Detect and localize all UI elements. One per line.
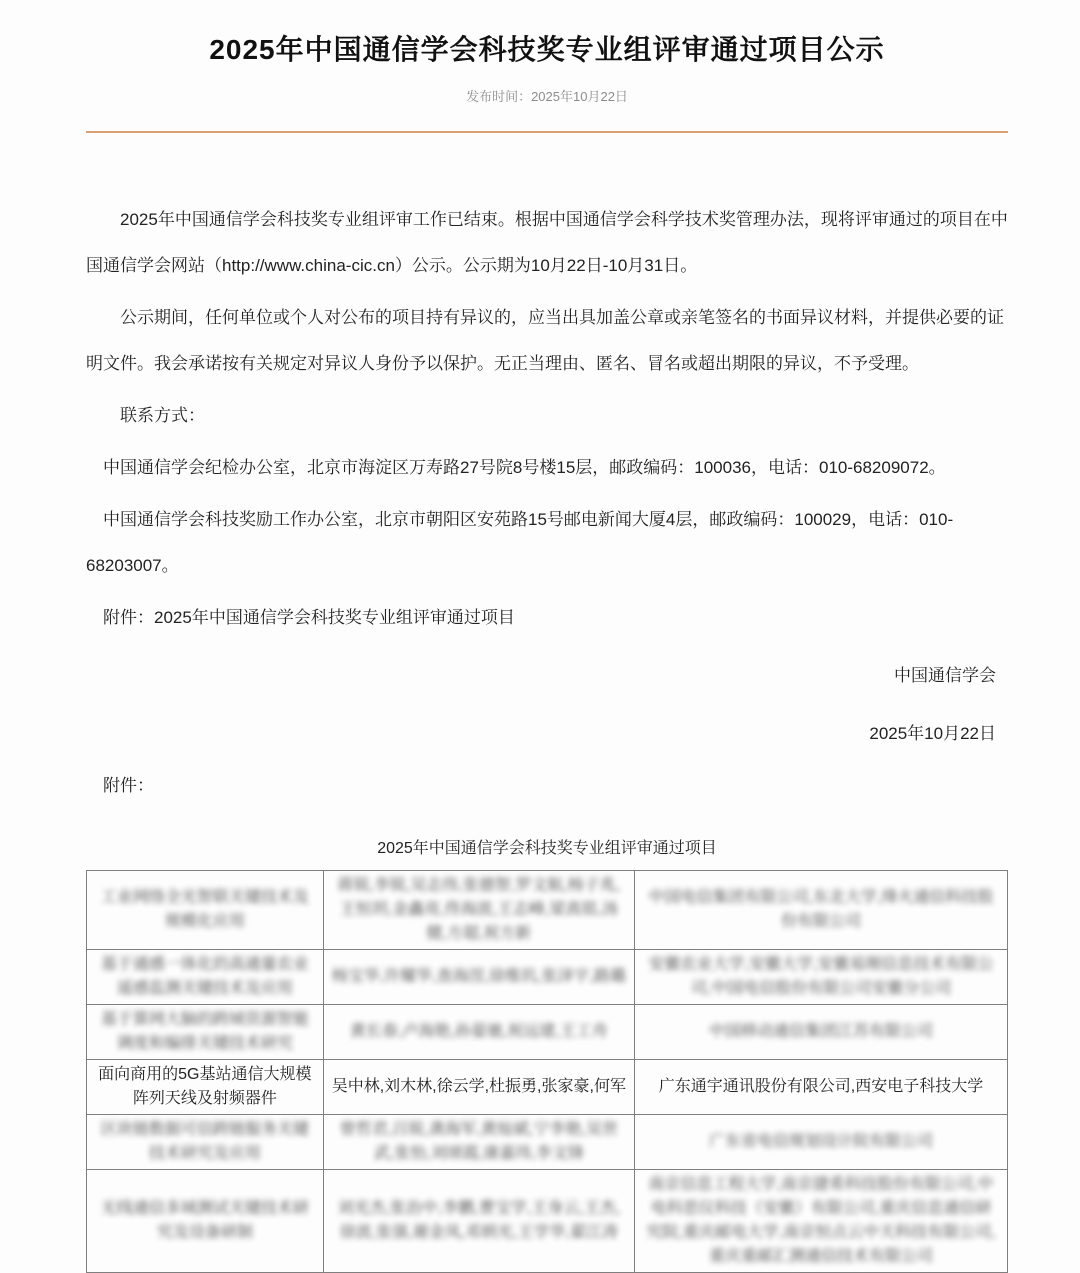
people-cell: [323, 870, 634, 949]
orgs-cell-text: 中国电信集团有限公司,东北大学,烽火通信科技股份有限公司: [648, 888, 994, 930]
orgs-cell: [634, 1169, 1007, 1272]
table-row: [87, 949, 1008, 1004]
project-cell-text: 基于通感一体化的高通量农业遥感监测关键技术及应用: [100, 955, 309, 997]
contact-line-2: 中国通信学会科技奖励工作办公室，北京市朝阳区安苑路15号邮电新闻大厦4层，邮政编码：100029，电话：010-68203007。: [86, 509, 954, 575]
announcement-page: [0, 19, 1080, 1265]
table-row: [87, 870, 1008, 949]
project-cell-text: 基于算网大脑的跨域资源智能调度和编排关键技术研究: [100, 1010, 309, 1052]
project-cell-text: 区块链数据可信跨链服务关键技术研究及应用: [100, 1120, 309, 1162]
orgs-cell-text: 广东通宇通讯股份有限公司,西安电子科技大学: [658, 1077, 984, 1095]
table-row: [87, 1114, 1008, 1169]
orgs-cell: [634, 1059, 1007, 1114]
page-title: 2025年中国通信学会科技奖专业组评审通过项目公示: [209, 33, 885, 65]
project-cell: [87, 1169, 324, 1272]
orgs-cell-text: 安徽农业大学,安徽大学,安徽易刚信息技术有限公司,中国电信股份有限公司安徽分公司: [648, 955, 994, 997]
project-cell: [87, 1004, 324, 1059]
people-cell: [323, 1004, 634, 1059]
people-cell: [323, 1059, 634, 1114]
attachment-label: 附件：: [103, 775, 154, 795]
orgs-cell: [634, 1114, 1007, 1169]
projects-table-body: [87, 870, 1008, 1272]
project-cell: [87, 1059, 324, 1114]
people-cell-text: 刘光杰,张治中,李鹏,曹宝学,王身云,王杰,徐波,张强,谢金凤,邓炳光,王学华,翟江涛: [337, 1199, 621, 1241]
table-row: [87, 1059, 1008, 1114]
table-caption: 2025年中国通信学会科技奖专业组评审通过项目: [377, 839, 717, 857]
contact-heading: 联系方式：: [120, 405, 205, 425]
people-cell-text: 曾哲君,吕锐,龚海军,黄灿斌,宁李艳,吴世武,张怡,刘颂霞,康嘉玮,李文锋: [339, 1120, 618, 1162]
people-cell: [323, 1169, 634, 1272]
project-cell-text: 工业网络全光智联关键技术及规模化应用: [100, 888, 309, 930]
projects-table: [86, 870, 1008, 1273]
publish-date: 发布时间：2025年10月22日: [466, 88, 628, 104]
contact-line-1: 中国通信学会纪检办公室，北京市海淀区万寿路27号院8号楼15层，邮政编码：100036，电话：010-68209072。: [103, 457, 946, 477]
project-cell: [87, 1114, 324, 1169]
project-cell: [87, 870, 324, 949]
people-cell: [323, 949, 634, 1004]
people-cell: [323, 1114, 634, 1169]
people-cell-text: 杨宝华,许耀华,查海涅,徐维玑,张泽宇,路璐: [331, 967, 626, 985]
project-cell-text: 无线通信多域测试关键技术研究及设备研制: [100, 1199, 309, 1241]
signature-date: 2025年10月22日: [869, 723, 996, 743]
people-cell-text: 蒋锐,李锐,吴志伟,张德智,罗文航,杨子兆,王恒玥,金鑫亮,佟海波,王志峰,梁真铭,汤健,方超,祝方新: [337, 876, 621, 942]
project-cell-text: 面向商用的5G基站通信大规模阵列天线及射频器件: [98, 1065, 312, 1107]
people-cell-text: 吴中林,刘木林,徐云学,杜振勇,张家豪,何军: [331, 1077, 626, 1095]
table-row: [87, 1169, 1008, 1272]
orgs-cell: [634, 949, 1007, 1004]
orgs-cell-text: 广东省电信规划设计院有限公司: [708, 1132, 933, 1150]
orgs-cell-text: 南京信息工程大学,南京捷希科技股份有限公司,中电科思仪科技（安徽）有限公司,重庆信息通信研究院,重庆邮电大学,南京恒点云中天科技有限公司,重庆重邮汇测通信技术有限公司: [646, 1175, 996, 1265]
signature-org: 中国通信学会: [894, 665, 996, 685]
orgs-cell: [634, 870, 1007, 949]
title-divider: [86, 131, 1008, 133]
orgs-cell: [634, 1004, 1007, 1059]
project-cell: [87, 949, 324, 1004]
document-body: [86, 197, 1008, 1273]
people-cell-text: 黄长春,卢海艳,孙晏驰,祝远建,王工舟: [349, 1022, 608, 1040]
paragraph-objection: 公示期间，任何单位或个人对公布的项目持有异议的，应当出具加盖公章或亲笔签名的书面异议材料，并提供必要的证明文件。我会承诺按有关规定对异议人身份予以保护。无正当理由、匿名、冒名或超出期限的异议，不予受理。: [86, 307, 1004, 373]
orgs-cell-text: 中国移动通信集团江苏有限公司: [708, 1022, 933, 1040]
table-row: [87, 1004, 1008, 1059]
attachment-line: 附件：2025年中国通信学会科技奖专业组评审通过项目: [103, 607, 515, 627]
paragraph-intro: 2025年中国通信学会科技奖专业组评审工作已结束。根据中国通信学会科学技术奖管理办法，现将评审通过的项目在中国通信学会网站（http://www.china-cic.cn）公示。公示期为10月22日-10月31日。: [86, 209, 1008, 275]
